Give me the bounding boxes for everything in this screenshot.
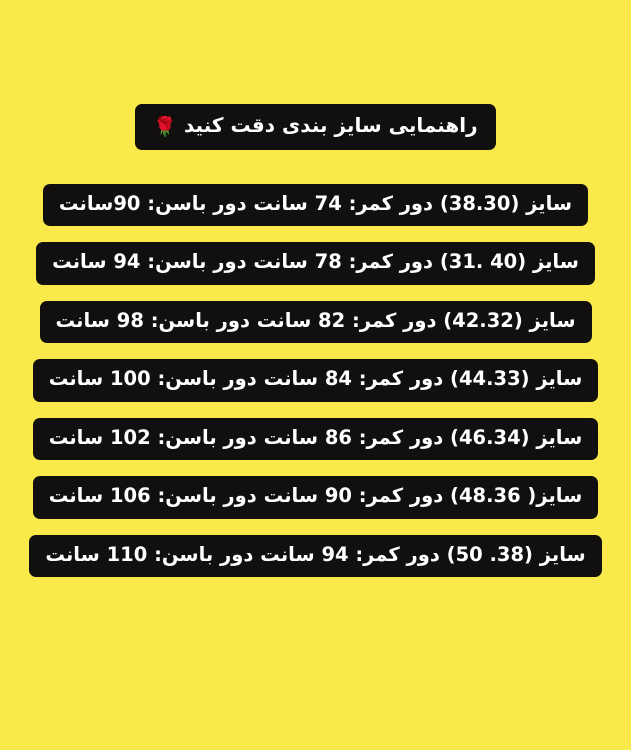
- list-item: [0, 301, 631, 343]
- title-row: [0, 104, 631, 150]
- page-title: [135, 104, 495, 150]
- size-row-text: سایز (40 .31) دور کمر: 78 سانت دور باسن: 94 سانت: [36, 242, 595, 284]
- list-item: [0, 242, 631, 284]
- size-row-text: سایز (38. 50) دور کمر: 94 سانت دور باسن: 110 سانت: [29, 535, 601, 577]
- size-row-text: سایز (42.32) دور کمر: 82 سانت دور باسن: 98 سانت: [40, 301, 592, 343]
- list-item: [0, 359, 631, 401]
- list-item: [0, 476, 631, 518]
- list-item: [0, 418, 631, 460]
- size-row-text: سایز( 48.36) دور کمر: 90 سانت دور باسن: 106 سانت: [33, 476, 599, 518]
- size-row-text: سایز (38.30) دور کمر: 74 سانت دور باسن: 90سانت: [43, 184, 588, 226]
- size-list: [0, 184, 631, 577]
- rose-emoji: 🌹: [153, 116, 178, 138]
- size-row-text: سایز (44.33) دور کمر: 84 سانت دور باسن: 100 سانت: [33, 359, 599, 401]
- page-title-text: راهنمایی سایز بندی دقت کنید: [184, 113, 478, 137]
- list-item: [0, 184, 631, 226]
- list-item: [0, 535, 631, 577]
- size-row-text: سایز (46.34) دور کمر: 86 سانت دور باسن: 102 سانت: [33, 418, 599, 460]
